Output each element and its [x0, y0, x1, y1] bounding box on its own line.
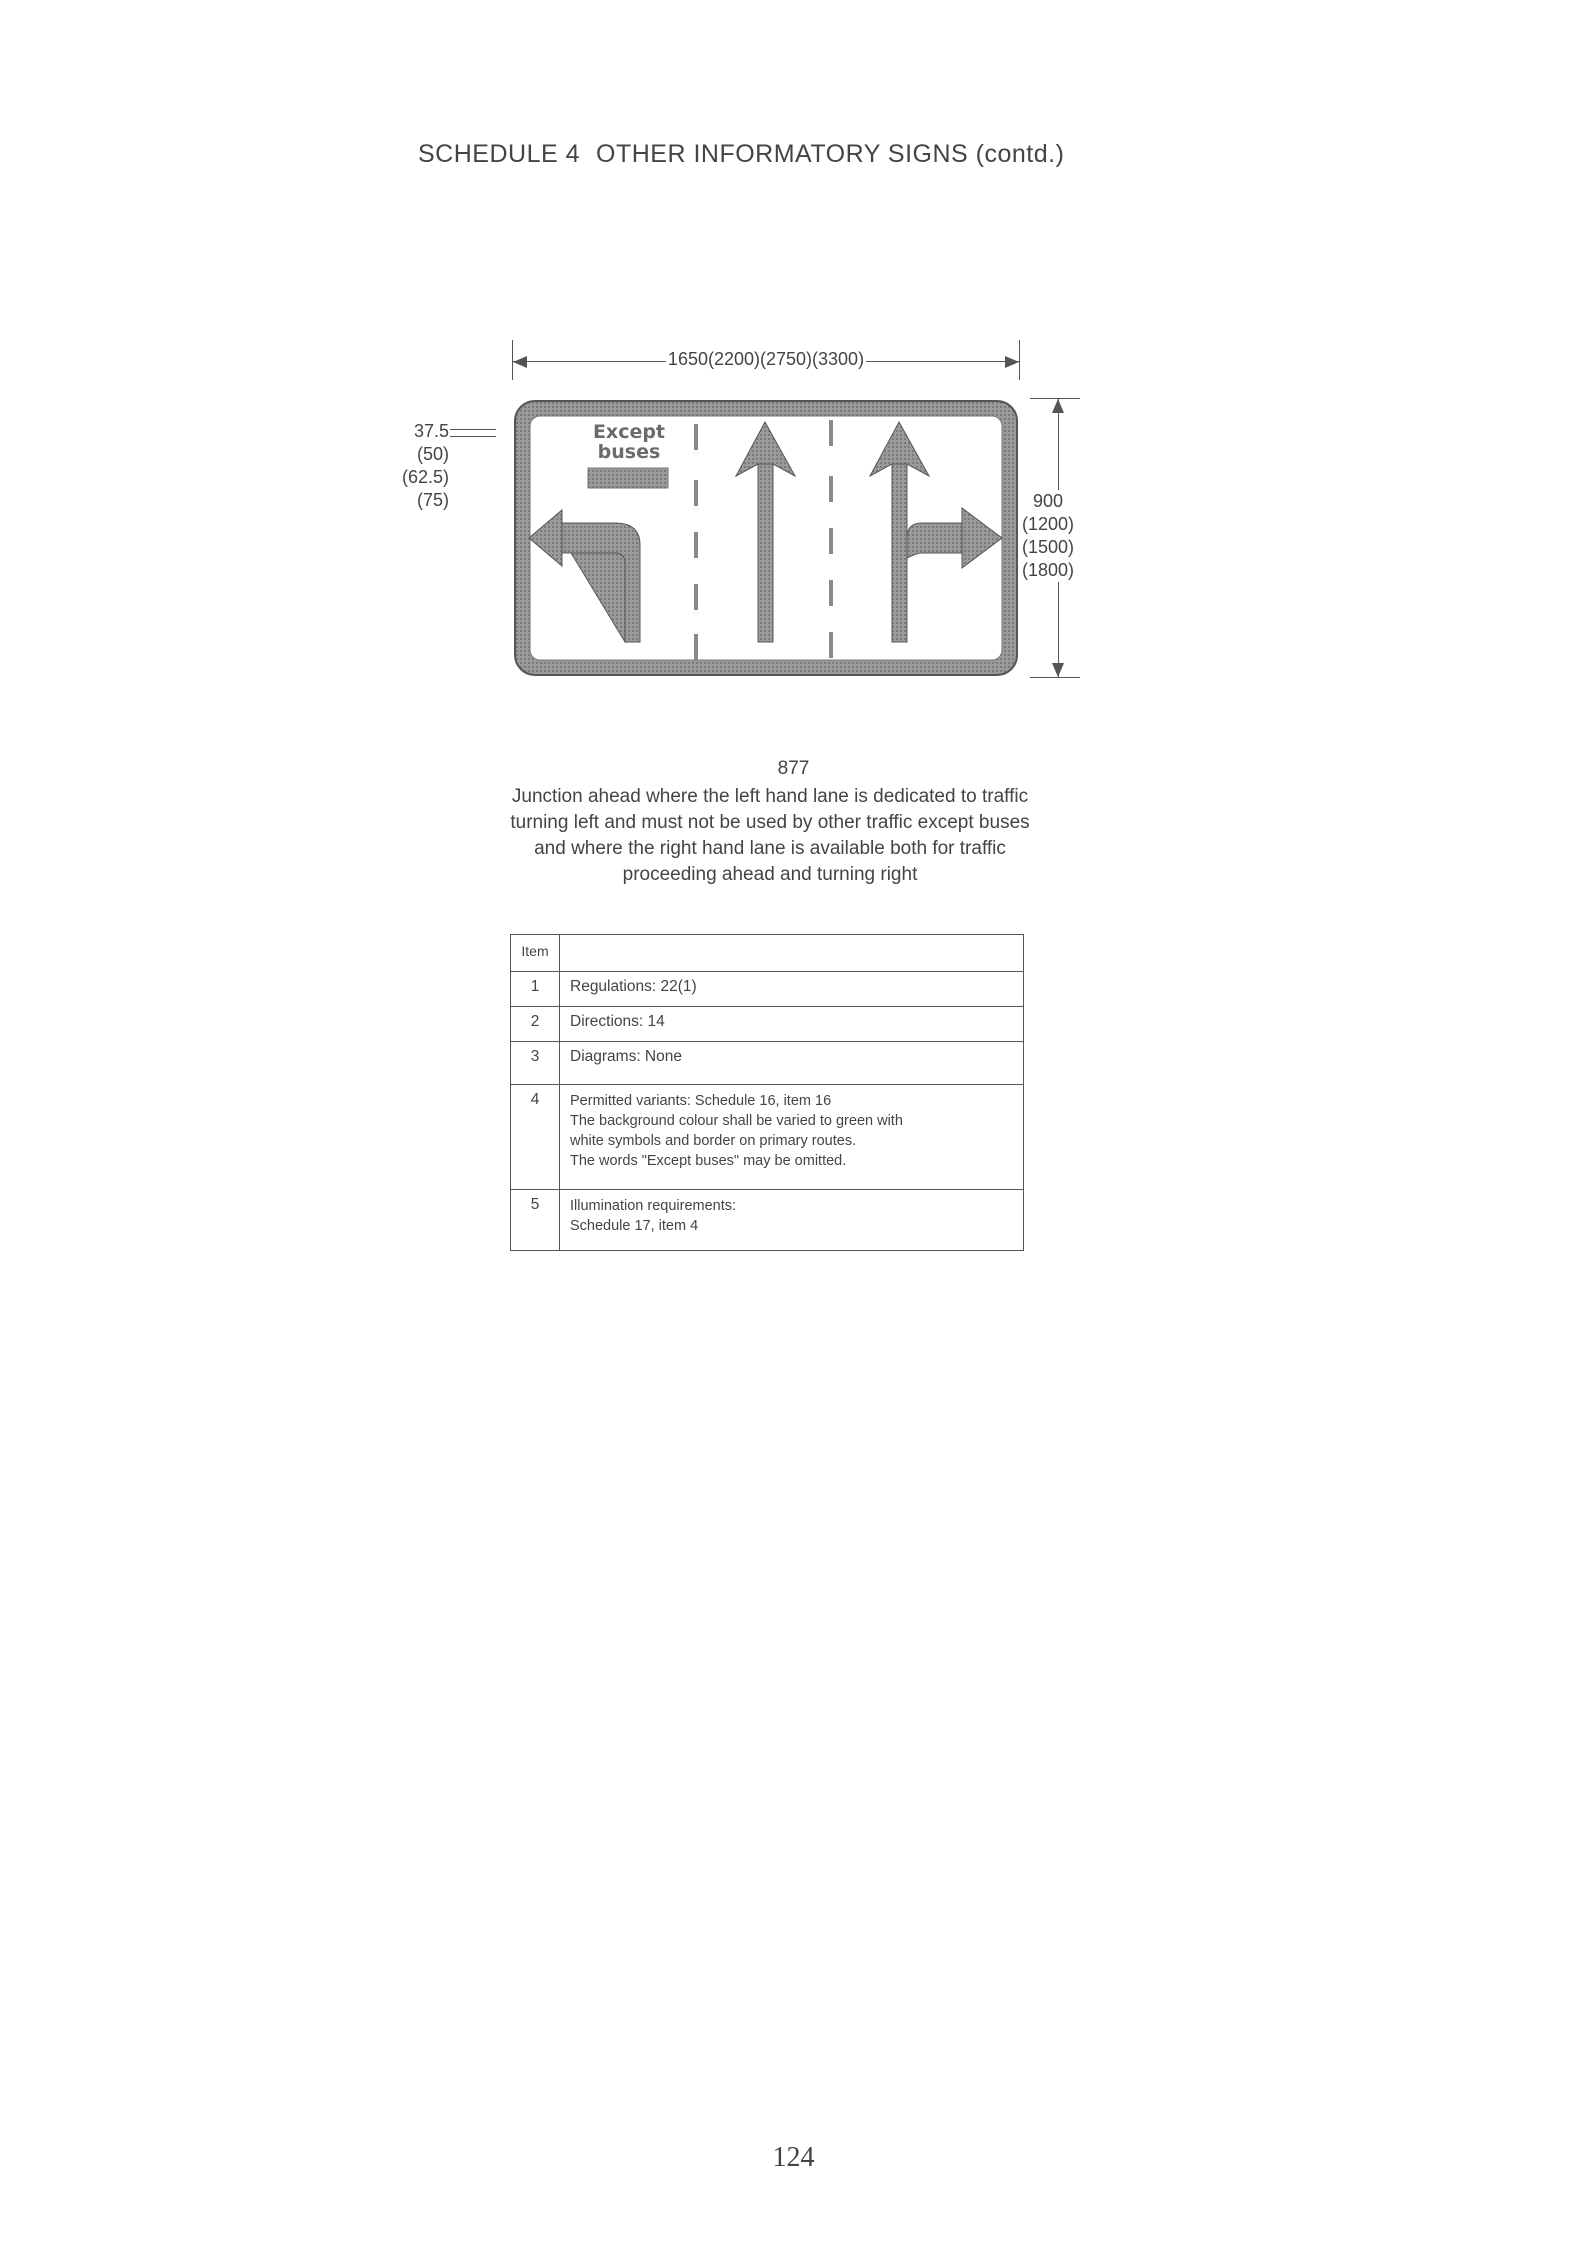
border-dim-value: (75)	[417, 490, 450, 510]
table-cell-line: The words "Except buses" may be omitted.	[570, 1153, 847, 1169]
sign-text-except: Except	[592, 421, 666, 443]
table-cell-item: 3	[511, 1042, 560, 1085]
table-cell-text: Regulations: 22(1)	[560, 972, 1024, 1007]
table-row	[511, 1042, 1024, 1085]
table-row	[511, 1007, 1024, 1042]
border-dimension	[402, 420, 449, 512]
table-cell-text: Directions: 14	[560, 1007, 1024, 1042]
height-dim-value: (1500)	[1022, 537, 1075, 557]
height-dim-value: (1200)	[1022, 514, 1075, 534]
table-row	[511, 1190, 1024, 1251]
table-cell-text: Diagrams: None	[560, 1042, 1024, 1085]
schedule-label: SCHEDULE 4	[418, 140, 580, 168]
border-dim-value: (50)	[417, 444, 450, 464]
sign-caption: Junction ahead where the left hand lane is dedicated to traffic turning left and must not be used by other traffic except buses and where the right hand lane is available both for traffic proceeding ahead and turning right	[510, 786, 1030, 885]
border-dim-value: (62.5)	[402, 467, 450, 487]
page-header	[418, 140, 1064, 169]
table-cell-item: 2	[511, 1007, 560, 1042]
border-dim-value: 37.5	[413, 421, 450, 441]
sign-text-buses: buses	[597, 441, 661, 463]
table-cell-item: 4	[511, 1085, 560, 1190]
arrowhead-down-icon	[1052, 663, 1064, 677]
table-cell-text	[560, 1190, 1024, 1251]
schedule-table	[510, 934, 1024, 1251]
traffic-sign-877	[512, 398, 1020, 678]
table-cell-text	[560, 1085, 1024, 1190]
schedule-title: OTHER INFORMATORY SIGNS (contd.)	[596, 140, 1065, 168]
table-header-item: Item	[511, 935, 560, 972]
table-cell-line: Schedule 17, item 4	[570, 1218, 699, 1234]
table-cell-line: white symbols and border on primary routes.	[570, 1133, 857, 1149]
page-number: 124	[772, 2142, 815, 2173]
arrowhead-up-icon	[1052, 399, 1064, 413]
table-header-row	[511, 935, 1024, 972]
arrowhead-left-icon	[513, 356, 527, 368]
width-tick-right	[1019, 340, 1020, 380]
sign-number: 877	[777, 758, 810, 779]
height-tick-bottom	[1030, 677, 1080, 678]
table-cell-item: 5	[511, 1190, 560, 1251]
table-cell-line: Illumination requirements:	[570, 1198, 737, 1214]
border-dim-line	[450, 429, 496, 430]
bus-lane-panel-icon	[588, 468, 668, 488]
table-header-blank	[560, 935, 1024, 972]
width-dimension-label: 1650(2200)(2750)(3300)	[667, 349, 865, 369]
table-cell-line: The background colour shall be varied to green with	[570, 1113, 903, 1129]
height-dim-value: (1800)	[1022, 560, 1075, 580]
height-dimension-label	[1022, 490, 1074, 582]
table-row	[511, 1085, 1024, 1190]
table-cell-line: Permitted variants: Schedule 16, item 16	[570, 1093, 832, 1109]
border-dim-line	[450, 436, 496, 437]
height-dim-value: 900	[1032, 491, 1064, 511]
sign-graphic	[512, 398, 1020, 678]
arrowhead-right-icon	[1005, 356, 1019, 368]
width-dimension	[512, 340, 1020, 380]
table-row	[511, 972, 1024, 1007]
table-cell-item: 1	[511, 972, 560, 1007]
